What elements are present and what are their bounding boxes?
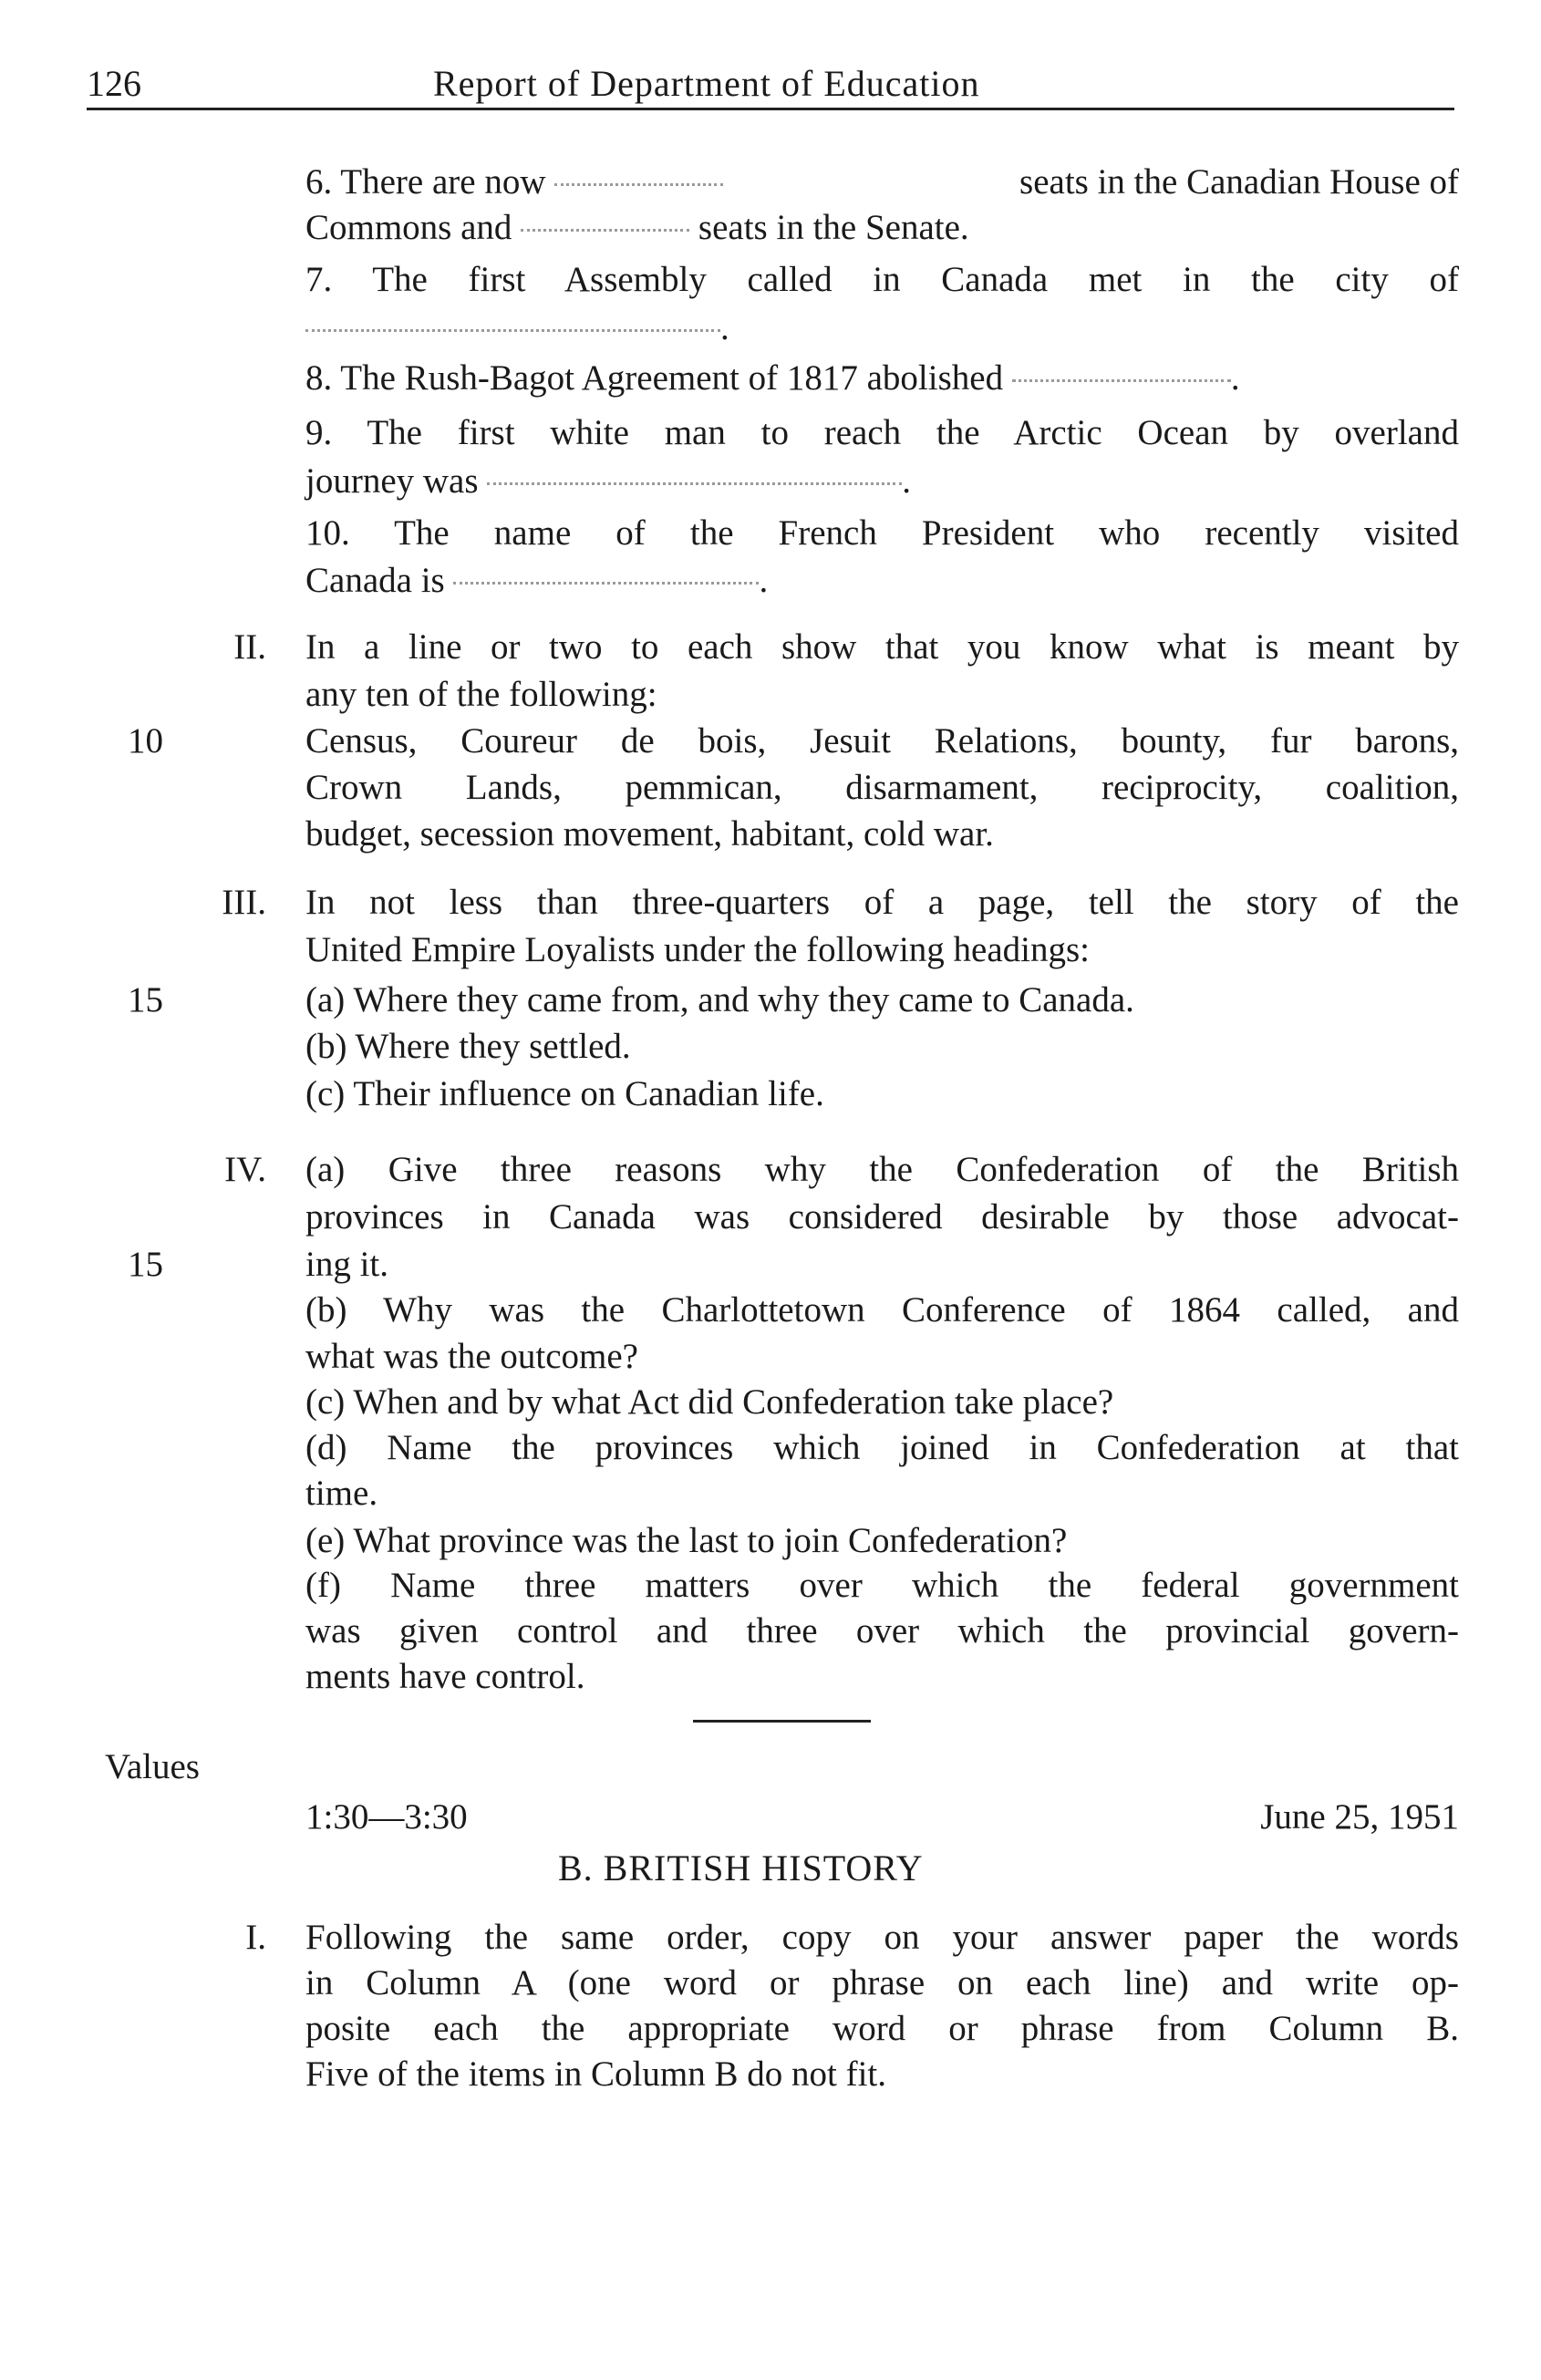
question-9-line-2: journey was . [305, 461, 912, 501]
question-10-line-2: Canada is . [305, 561, 769, 600]
exam-time-row [305, 1795, 1459, 1840]
section-divider [693, 1720, 871, 1723]
question-2-line: budget, secession movement, habitant, cold war. [305, 814, 994, 854]
question-2-numeral: II. [233, 627, 266, 667]
question-4-line: what was the outcome? [305, 1337, 638, 1376]
answer-blank [554, 176, 723, 186]
section-title: B. BRITISH HISTORY [558, 1847, 924, 1888]
question-3-line: In not less than three-quarters of a page, tell the story of the [305, 883, 1459, 922]
question-3-line: (c) Their influence on Canadian life. [305, 1074, 824, 1113]
values-label: Values [105, 1747, 200, 1786]
answer-blank [521, 222, 689, 232]
question-4-line: ing it. [305, 1245, 389, 1284]
question-6-line-1: 6. There are now seats in the Canadian House of [305, 162, 1459, 202]
part-b-question-1-line: in Column A (one word or phrase on each line) and write op- [305, 1963, 1459, 2002]
answer-blank [453, 574, 759, 585]
answer-blank [487, 475, 902, 485]
question-4-line: time. [305, 1474, 378, 1513]
question-2-value: 10 [128, 721, 163, 761]
part-b-question-1-line: Following the same order, copy on your answer paper the words [305, 1918, 1459, 1957]
question-3-line: (b) Where they settled. [305, 1027, 631, 1066]
question-2-line: any ten of the following: [305, 675, 657, 714]
part-b-question-1-line: Five of the items in Column B do not fit. [305, 2054, 886, 2094]
question-4-line: provinces in Canada was considered desirable by those advocat- [305, 1197, 1459, 1237]
question-2-line: Census, Coureur de bois, Jesuit Relations, bounty, fur barons, [305, 721, 1459, 761]
question-4-value: 15 [128, 1245, 163, 1284]
part-b-question-1-numeral: I. [245, 1918, 266, 1957]
question-3-line: (a) Where they came from, and why they came to Canada. [305, 980, 1134, 1019]
question-2-line: Crown Lands, pemmican, disarmament, reciprocity, coalition, [305, 768, 1459, 807]
running-title: Report of Department of Education [433, 63, 980, 104]
question-7-line-2: . [305, 305, 1459, 351]
question-3-numeral: III. [222, 883, 266, 922]
page-header [87, 53, 1454, 110]
question-8: 8. The Rush-Bagot Agreement of 1817 abolished . [305, 358, 1240, 398]
question-4-line: (a) Give three reasons why the Confederation of the British [305, 1150, 1459, 1189]
question-4-line: (e) What province was the last to join Confederation? [305, 1521, 1068, 1560]
answer-blank [1012, 372, 1231, 382]
question-4-line: ments have control. [305, 1657, 585, 1696]
question-3-value: 15 [128, 980, 163, 1019]
page-number: 126 [87, 63, 141, 104]
question-6-line-2: Commons and seats in the Senate. [305, 208, 969, 247]
question-4-line: (b) Why was the Charlottetown Conference of 1864 called, and [305, 1290, 1459, 1330]
question-10-line-1: 10. The name of the French President who recently visited [305, 513, 1459, 553]
question-9-line-1: 9. The first white man to reach the Arctic Ocean by overland [305, 413, 1459, 452]
exam-time: 1:30—3:30 [305, 1797, 468, 1837]
question-4-line: was given control and three over which the provincial govern- [305, 1611, 1459, 1650]
answer-blank [305, 322, 720, 332]
question-7-line-1: 7. The first Assembly called in Canada met in the city of [305, 260, 1459, 299]
question-2-line: In a line or two to each show that you know what is meant by [305, 627, 1459, 667]
question-4-line: (c) When and by what Act did Confederation take place? [305, 1382, 1114, 1422]
question-4-line: (d) Name the provinces which joined in Confederation at that [305, 1428, 1459, 1467]
part-b-question-1-line: posite each the appropriate word or phrase from Column B. [305, 2009, 1459, 2048]
question-4-line: (f) Name three matters over which the federal government [305, 1566, 1459, 1605]
exam-date: June 25, 1951 [1260, 1797, 1459, 1837]
question-4-numeral: IV. [224, 1150, 266, 1189]
question-3-line: United Empire Loyalists under the following headings: [305, 930, 1090, 969]
